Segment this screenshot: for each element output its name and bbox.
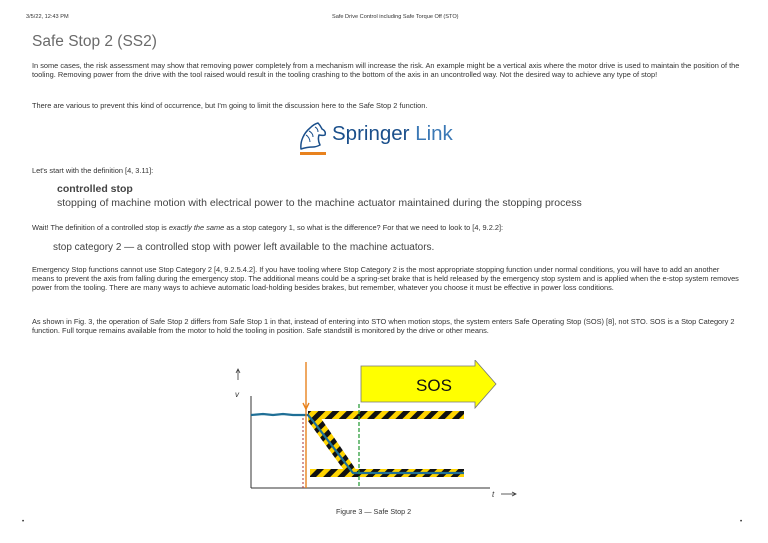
paragraph-difference [32, 223, 742, 232]
springer-link-logo[interactable] [296, 119, 476, 159]
definition-body: stopping of machine motion with electrical power to the machine actuator maintained during the stopping process [57, 197, 582, 209]
logo-brand-text: Springer [332, 122, 410, 145]
springer-horse-icon [296, 119, 330, 159]
stop-category-2-quote: stop category 2 — a controlled stop with power left available to the machine actuators. [53, 242, 435, 253]
x-axis-label: t [492, 490, 495, 499]
figure-3-caption: Figure 3 — Safe Stop 2 [336, 507, 412, 516]
hazard-band-ramp [308, 411, 361, 477]
paragraph-emergency-stop: Emergency Stop functions cannot use Stop Category 2 [4, 9.2.5.4.2]. If you have tooling where Stop Category 2 is the most appropriate stopping function under normal conditions, you will have to add an another means to prevent the axis from falling during the emergency stop. The additional means could be a spring-set brake that is held released by the emergency stop system and is applied when the e-stop system removes power from the tooling. There are many ways to achieve automatic load-holding besides brakes, but remember, whatever you choose it must be effective in power loss conditions. [32, 265, 739, 293]
paragraph-difference-part1: Wait! The definition of a controlled stop is [32, 223, 169, 232]
print-datetime: 3/5/22, 12:43 PM [26, 14, 69, 20]
y-axis-label: v [235, 390, 239, 399]
paragraph-fig3-explanation: As shown in Fig. 3, the operation of Safe Stop 2 differs from Safe Stop 1 in that, instead of entering into STO when motion stops, the system enters Safe Operating Stop (SOS) [8], not STO. SOS is a Stop Category 2 function. Full torque remains available from the motor to hold the tooling in position. Safe standstill is monitored by the drive or other means. [32, 317, 735, 336]
sos-arrow-label: SOS [416, 376, 452, 395]
footer-right-mark: • [740, 519, 743, 525]
section-heading: Safe Stop 2 (SS2) [32, 33, 157, 50]
footer-left-mark: • [22, 519, 25, 525]
paragraph-prevent-occurrence: There are various to prevent this kind of occurrence, but I'm going to limit the discussion here to the Safe Stop 2 function. [32, 101, 428, 110]
paragraph-definition-intro: Let's start with the definition [4, 3.11]: [32, 166, 154, 175]
paragraph-difference-emphasis: exactly the same [168, 223, 225, 232]
figure-3-safe-stop-2 [228, 360, 528, 502]
definition-term: controlled stop [57, 183, 133, 195]
paragraph-difference-part2: as a stop category 1, so what is the difference? For that we need to look to [4, 9.2.2]: [224, 223, 504, 232]
print-page-title: Safe Drive Control including Safe Torque Off (STO) [332, 14, 459, 20]
logo-sub-text: Link [415, 122, 453, 145]
hazard-band-top [310, 411, 464, 419]
paragraph-risk-assessment: In some cases, the risk assessment may show that removing power completely from a mechanism will increase the risk. An example might be a vertical axis where the motor drive is used to maintain the position of the tooling. Removing power from the drive with the tool raised would result in the tooling crashing to the bottom of the axis in an uncontrolled way. Not the desired way to achieve any type of stop! [32, 61, 740, 80]
speed-profile-line [251, 414, 464, 473]
